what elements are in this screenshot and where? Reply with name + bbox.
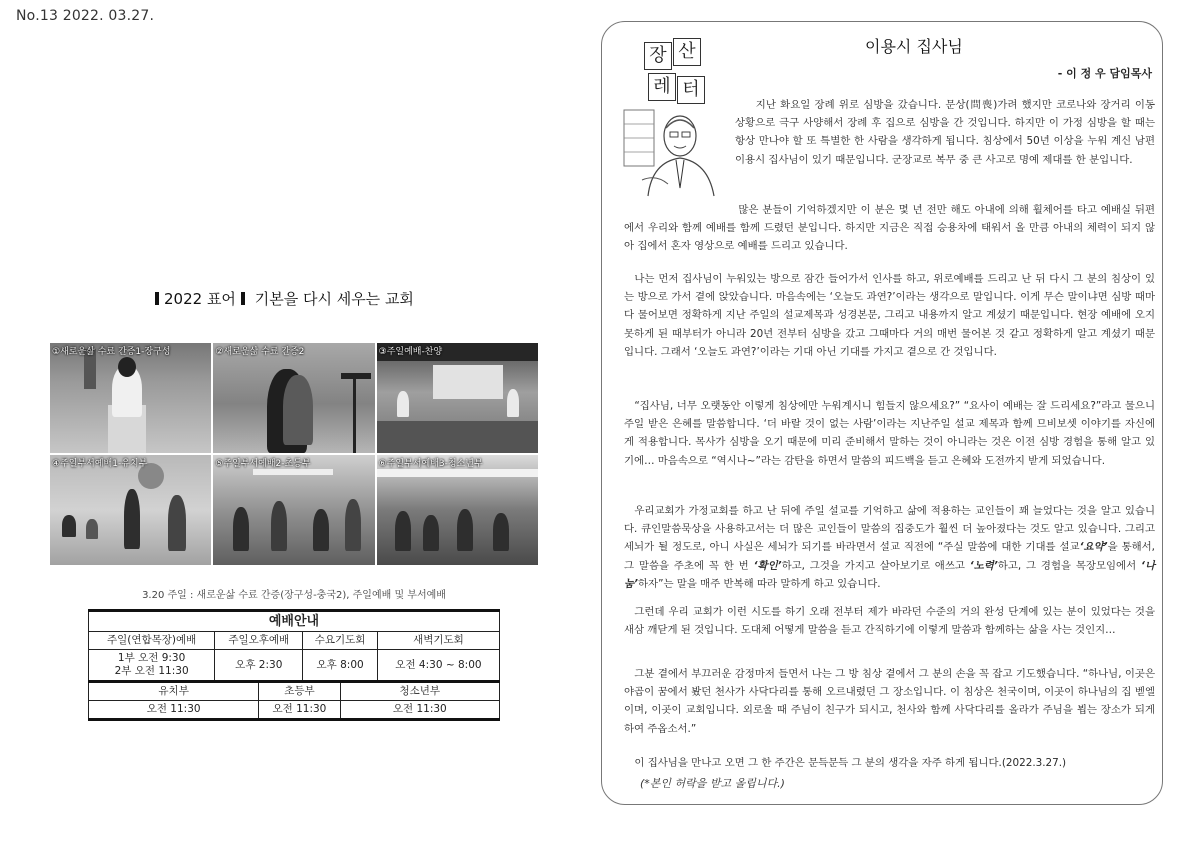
header-youth: 청소년부 xyxy=(340,682,499,701)
photo-description: 3.20 주일 : 새로운삶 수료 간증(장구성-충국2), 주일예배 및 부서예배 xyxy=(142,590,446,601)
youth-time: 오전 11:30 xyxy=(340,701,499,720)
afternoon-time: 오후 2:30 xyxy=(215,650,303,682)
paragraph-3: 나는 먼저 집사님이 누워있는 방으로 잠간 들어가서 인사를 하고, 위로예배를 드리고 난 뒤 다시 그 분의 침상이 있는 방으로 가서 곁에 앉았습니다. 마음속에는 ‘오늘도 과연?’이라는 생각으로 말입니다. 이게 무슨 말이냐면 심방 때마다 물어보면 정확하게 지난 주일의 설교제목과 성경본문, 그리고 내용까지 알고 계셨기 때문입니다. 현장 예배에 오지 못하게 된 때부터가 아니라 20년 전부터 심방을 갔고 그때마다 거의 매번 물어본 것 같고 정확하게 알고 계셨기 때문입니다. 그래서 ‘오늘도 과연?’이라는 기대 아닌 기대를 가지고 곁으로 간 것입니다. xyxy=(624,273,1155,358)
header-dawn: 새벽기도회 xyxy=(377,632,499,650)
p5-part-e: 하고, 그 경험을 목장모임에서 xyxy=(997,559,1137,572)
sunday-time-2: 2부 오전 11:30 xyxy=(114,665,189,677)
stamp-char-1: 장 xyxy=(644,42,672,70)
header-wednesday: 수요기도회 xyxy=(303,632,378,650)
paragraph-1: 지난 화요일 장례 위로 심방을 갔습니다. 문상(問喪)가려 했지만 코로나와 장거리 이동 상황으로 극구 사양해서 장례 후 집으로 심방을 간 것입니다. 하지만 이 가정 심방을 할 때는 항상 만나야 할 또 특별한 한 사람을 생각하게 됩니다. 침상에서 50년 이상을 누워 계신 남편 이용시 집사님이 있기 때문입니다. 군장교로 복무 중 큰 사고로 명예 제대를 한 분입니다. xyxy=(735,99,1155,166)
sunday-time-1: 1부 오전 9:30 xyxy=(117,652,186,664)
bar-mark xyxy=(241,292,245,305)
worship-title: 예배안내 xyxy=(89,611,500,632)
motto-prefix: 2022 표어 xyxy=(164,290,236,308)
worship-schedule-table xyxy=(88,609,500,721)
letter-author: - 이 정 우 담임목사 xyxy=(1057,67,1152,80)
paragraph-5 xyxy=(624,502,1155,593)
sunday-times xyxy=(89,650,215,682)
photo-kindergarten xyxy=(50,455,211,565)
paragraph-6: 그런데 우리 교회가 이런 시도를 하기 오래 전부터 제가 바라던 수준의 거의 완성 단계에 있는 분이 있었다는 것을 새삼 깨닫게 된 것입니다. 도대체 어떻게 말씀을 듣고 간직하기에 이렇게 말씀과 함께하는 삶을 사는 것인지… xyxy=(624,606,1155,637)
photo-youth xyxy=(377,455,538,565)
p5-part-d: 하고, 그것을 가지고 살아보기로 애쓰고 xyxy=(781,559,965,572)
keyword-share: ‘나눔’ xyxy=(624,559,1155,590)
motto-heading xyxy=(150,288,414,309)
pastor-portrait-sketch xyxy=(622,104,728,198)
header-elementary: 초등부 xyxy=(259,682,340,701)
photo-grid xyxy=(50,343,538,565)
photo-testimony-1 xyxy=(50,343,211,453)
keyword-confirm: ‘확인’ xyxy=(753,559,782,572)
photo-caption-3: ③주일예배-찬양 xyxy=(378,347,443,357)
photo-testimony-2 xyxy=(213,343,374,453)
photo-caption-4: ④주일부서예배1-유치부 xyxy=(52,459,148,469)
stamp-char-3: 레 xyxy=(648,73,676,101)
stamp-char-2: 산 xyxy=(673,38,701,66)
header-afternoon: 주일오후예배 xyxy=(215,632,303,650)
bar-mark xyxy=(155,292,159,305)
kindergarten-time: 오전 11:30 xyxy=(89,701,259,720)
letter-title: 이용시 집사님 xyxy=(865,37,963,56)
p5-part-f: 하자”는 말을 매주 반복해 따라 말하게 하고 있습니다. xyxy=(638,577,881,590)
keyword-summary: ‘요약’ xyxy=(1079,541,1108,554)
paragraph-4: “집사님, 너무 오랫동안 이렇게 침상에만 누워계시니 힘들지 않으세요?” “요사이 예배는 잘 드리세요?”라고 물으니 주일 받은 은혜를 말씀합니다. ‘더 바랄 것이 없는 사람’이라는 지난주일 설교 제목과 함께 므비보셋 이야기를 자신에게 적용합니다. 목사가 심방을 오기 때문에 미리 준비해서 말하는 것이 아니라는 것은 이전 심방 경험을 통해 알고 있기에… 마음속으로 “역시나~”라는 감탄을 하면서 말씀의 피드백을 듣고 은혜와 도전까지 받게 되었습니다. xyxy=(624,400,1155,467)
header-sunday: 주일(연합목장)예배 xyxy=(89,632,215,650)
paragraph-8: 이 집사님을 만나고 오면 그 한 주간은 문득문득 그 분의 생각을 자주 하게 됩니다.(2022.3.27.) xyxy=(634,757,1067,769)
photo-caption-1: ①새로운삶 수료 간증1-장구성 xyxy=(52,347,171,357)
keyword-effort: ‘노력’ xyxy=(969,559,998,572)
paragraph-2: 많은 분들이 기억하겠지만 이 분은 몇 년 전만 해도 아내에 의해 휠체어를 타고 예배실 뒤편에서 우리와 함께 예배를 함께 드렸던 분입니다. 하지만 지금은 직접 승용차에 태워서 올 만큼 아내의 체력이 되지 않아 집에서 혼자 영상으로 예배를 드리고 있습니다. xyxy=(624,204,1155,253)
issue-number: No.13 2022. 03.27. xyxy=(16,8,155,24)
photo-elementary xyxy=(213,455,374,565)
photo-caption-6: ⑥주일부서예배3-청소년부 xyxy=(378,459,483,469)
stamp-char-4: 터 xyxy=(677,76,705,104)
p5-part-a: 우리교회가 가정교회를 하고 난 뒤에 주일 설교를 기억하고 삶에 적용하는 교인들이 꽤 늘었다는 것을 알고 있습니다. 큐인말씀묵상을 사용하고서는 더 많은 교인들이 말씀의 집중도가 훨씬 더 높아졌다는 것도 알고 있습니다. 그리고 세뇌가 될 정도로, 아니 사실은 세뇌가 되기를 바라면서 설교 직전에 “주실 말씀에 대한 기대를 설교 xyxy=(624,505,1155,554)
photo-worship-praise xyxy=(377,343,538,453)
photo-caption-5: ⑤주일부서예배2-초등부 xyxy=(215,459,311,469)
elementary-time: 오전 11:30 xyxy=(259,701,340,720)
photo-caption-2: ②새로운삶 수료 간증2 xyxy=(215,347,305,357)
dawn-time: 오전 4:30 ~ 8:00 xyxy=(377,650,499,682)
header-kindergarten: 유치부 xyxy=(89,682,259,701)
paragraph-7: 그분 곁에서 부끄러운 감정마저 들면서 나는 그 방 침상 곁에서 그 분의 손을 꼭 잡고 기도했습니다. “하나님, 이곳은 야곱이 꿈에서 봤던 천사가 사닥다리를 통해 오르내렸던 그 장소입니다. 이 침상은 천국이며, 이곳이 하나님의 집 벧엘이며, 이곳이 교회입니다. 외로울 때 주님이 친구가 되시고, 천사와 함께 사닥다리를 올라가 주님을 뵙는 장소가 되게 하여 주옵소서.” xyxy=(624,668,1155,735)
wednesday-time: 오후 8:00 xyxy=(303,650,378,682)
handwritten-note: (*본인 허락을 받고 올립니다.) xyxy=(640,777,785,790)
p5-part-c: 을 통해서, 그 말씀을 주초에 꼭 한 번 xyxy=(624,541,1155,572)
motto-text: 기본을 다시 세우는 교회 xyxy=(254,290,414,308)
